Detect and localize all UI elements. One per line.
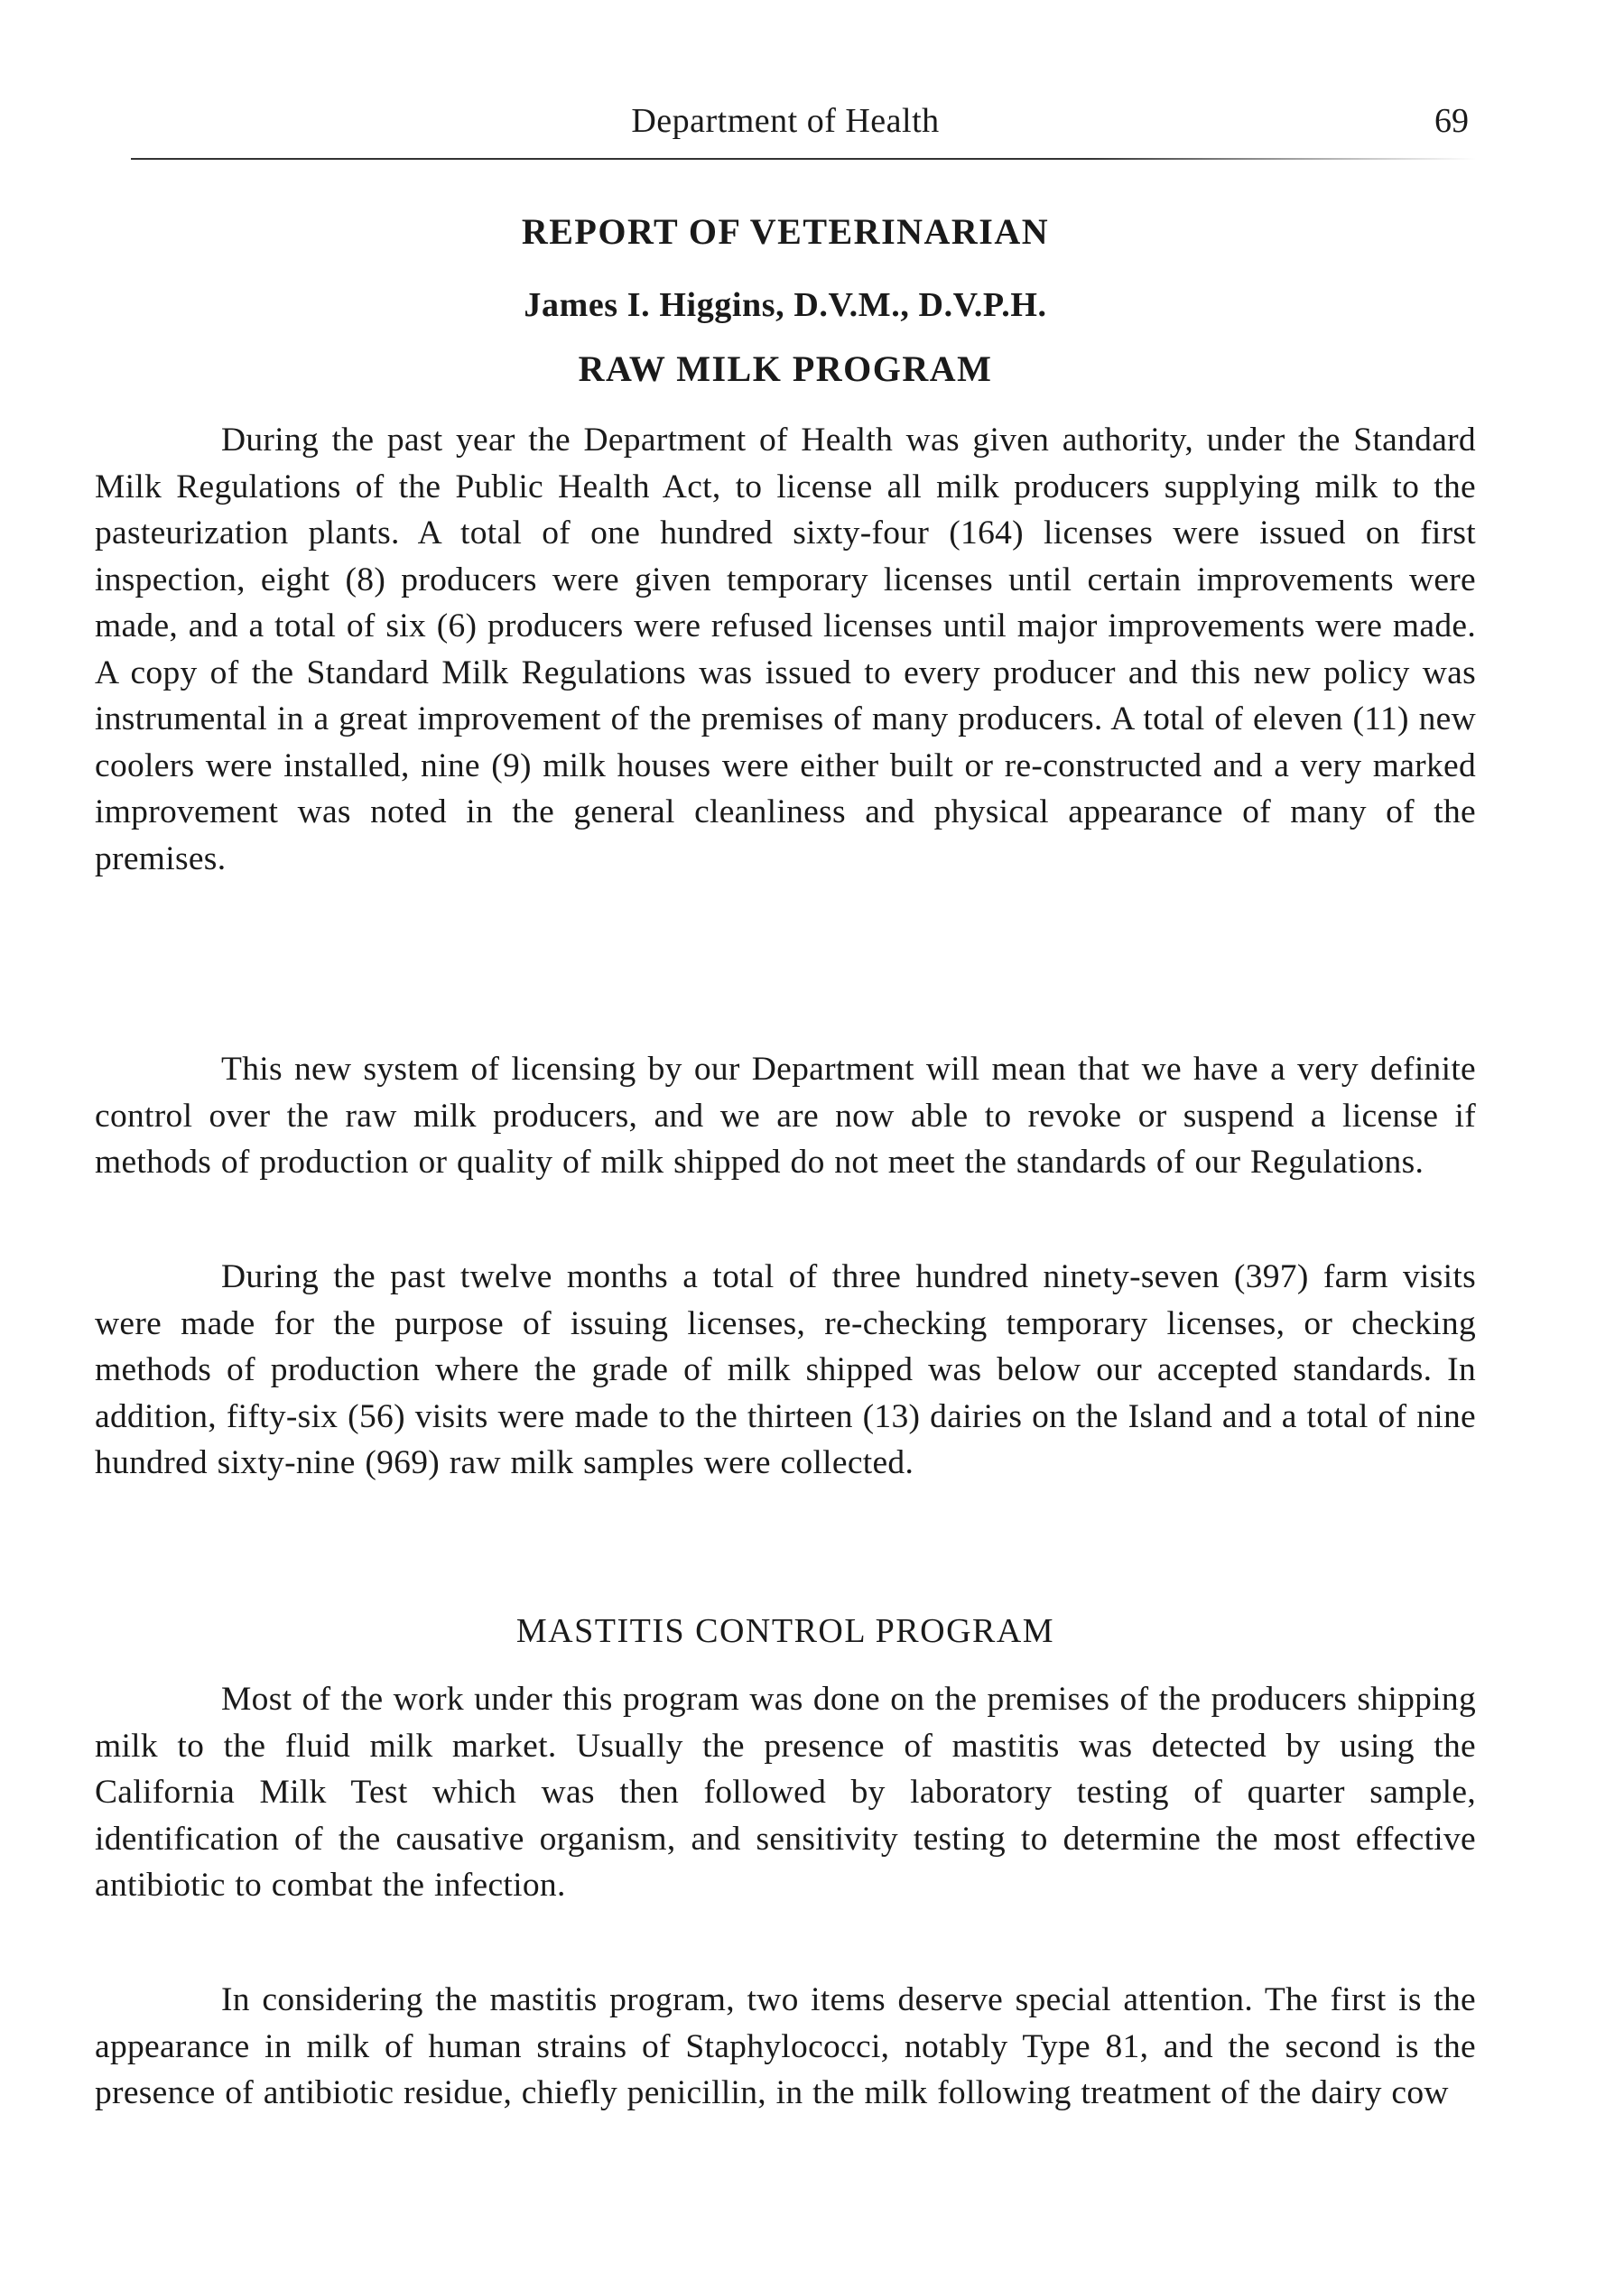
section-heading-raw-milk: RAW MILK PROGRAM	[578, 348, 993, 389]
paragraph-mastitis-2: In considering the mastitis program, two items deserve special attention. The first is the appearance in milk of human strains of Staphylococci, notably Type 81, and the second is the presence of antibiotic residue, chiefly penicillin, in the milk following treatment of the dairy cow	[95, 1981, 1476, 2111]
author-byline: James I. Higgins, D.V.M., D.V.P.H.	[524, 286, 1047, 324]
paragraph-raw-milk-1: During the past year the Department of Health was given authority, under the Standard Milk Regulations of the Public Health Act, to license all milk producers supplying milk to the pasteurization plants. A total of one hundred sixty-four (164) licenses were issued on first inspection, eight (8) producers were given temporary licenses until certain improvements were made, and a total of six (6) producers were refused licenses until major improvements were made. A copy of the Standard Milk Regulations was issued to every producer and this new policy was instrumental in a great improvement of the premises of many producers. A total of eleven (11) new coolers were installed, nine (9) milk houses were either built or re-constructed and a very marked improvement was noted in the general cleanliness and physical appearance of many of the premises.	[95, 422, 1476, 877]
header-rule-fade	[1088, 158, 1476, 161]
page-number: 69	[1434, 102, 1469, 140]
paragraph-raw-milk-2: This new system of licensing by our Department will mean that we have a very definite control over the raw milk producers, and we are now able to revoke or suspend a license if methods of production or quality of milk shipped do not meet the standards of our Regulations.	[95, 1051, 1476, 1181]
running-head	[95, 101, 1476, 155]
paragraph-raw-milk-3: During the past twelve months a total of three hundred ninety-seven (397) farm visits were made for the purpose of issuing licenses, re-checking temporary licenses, or checking methods of production where the grade of milk shipped was below our accepted standards. In addition, fifty-six (56) visits were made to the thirteen (13) dairies on the Island and a total of nine hundred sixty-nine (969) raw milk samples were collected.	[95, 1258, 1476, 1481]
paragraph-mastitis-1: Most of the work under this program was done on the premises of the producers shipping milk to the fluid milk market. Usually the presence of mastitis was detected by using the California Milk Test which was then followed by laboratory testing of quarter sample, identification of the causative organism, and sensitivity testing to determine the most effective antibiotic to combat the infection.	[95, 1681, 1476, 1904]
report-title: REPORT OF VETERINARIAN	[521, 211, 1050, 252]
section-heading-mastitis: MASTITIS CONTROL PROGRAM	[515, 1612, 1055, 1650]
running-title: Department of Health	[631, 102, 940, 140]
